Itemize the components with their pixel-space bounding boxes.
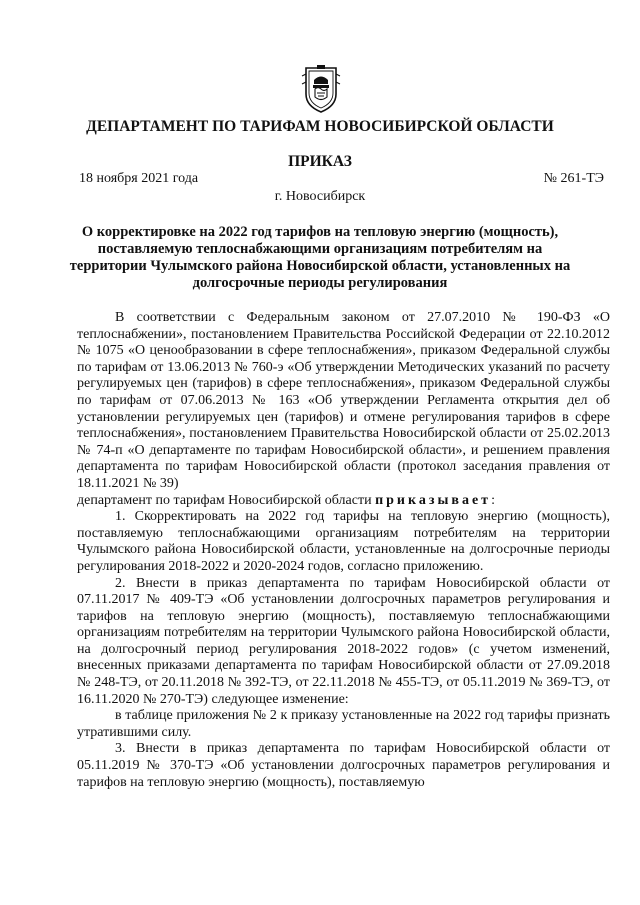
- order-body: [77, 310, 610, 791]
- city-line: г. Новосибирск: [274, 189, 366, 204]
- department-heading: ДЕПАРТАМЕНТ ПО ТАРИФАМ НОВОСИБИРСКОЙ ОБЛАСТИ: [86, 118, 554, 135]
- document-type: ПРИКАЗ: [288, 153, 352, 170]
- orders-lead: департамент по тарифам Новосибирской области: [77, 492, 376, 508]
- item-2-sub-paragraph: в таблице приложения № 2 к приказу установленные на 2022 год тарифы признать утратившими силу.: [77, 708, 610, 740]
- coat-of-arms-emblem: [300, 64, 342, 114]
- order-subject: О корректировке на 2022 год тарифов на тепловую энергию (мощность), поставляемую теплоснабжающими организациям потребителям на территории Чулымского района Новосибирской области, установленных на долгосрочные периоды регулирования: [69, 224, 571, 291]
- order-date: 18 ноября 2021 года: [79, 171, 199, 186]
- orders-colon: :: [491, 492, 495, 508]
- item-2-paragraph: 2. Внести в приказ департамента по тарифам Новосибирской области от 07.11.2017 № 409-ТЭ «Об установлении долгосрочных параметров регулирования и тарифов на тепловую энергию (мощность), поставляемую теплоснабжающими организациям потребителям на территории Чулымского района Новосибирской области, на долгосрочный период регулирования 2018-2022 годов» (с учетом изменений, внесенных приказами департамента по тарифам Новосибирской области от 27.09.2018 № 248-ТЭ, от 20.11.2018 № 392-ТЭ, от 22.11.2018 № 455-ТЭ, от 05.11.2019 № 369-ТЭ, от 16.11.2020 № 270-ТЭ) следующее изменение:: [77, 575, 610, 707]
- order-number: № 261-ТЭ: [543, 171, 604, 186]
- item-3-paragraph: 3. Внести в приказ департамента по тарифам Новосибирской области от 05.11.2019 № 370-ТЭ «Об установлении долгосрочных параметров регулирования и тарифов на тепловую энергию (мощность), поставляемую: [77, 741, 610, 790]
- item-1-paragraph: 1. Скорректировать на 2022 год тарифы на тепловую энергию (мощность), поставляемую теплоснабжающими организациям потребителям на территории Чулымского района Новосибирской области, установленные на долгосрочные периоды регулирования 2018-2022 и 2020-2024 годов, согласно приложению.: [77, 509, 610, 574]
- preamble-paragraph: В соответствии с Федеральным законом от 27.07.2010 № 190-ФЗ «О теплоснабжении», постановлением Правительства Российской Федерации от 22.10.2012 № 1075 «О ценообразовании в сфере теплоснабжения», приказом Федеральной службы по тарифам от 13.06.2013 № 760-э «Об утверждении Методических указаний по расчету регулируемых цен (тарифов) в сфере теплоснабжения», приказом Федеральной службы по тарифам от 07.06.2013 № 163 «Об утверждении Регламента открытия дел об установлении регулируемых цен (тарифов) и отмене регулирования тарифов в сфере теплоснабжения», постановлением Правительства Новосибирской области от 25.02.2013 № 74-п «О департаменте по тарифам Новосибирской области», и решением правления департамента по тарифам Новосибирской области (протокол заседания правления от 18.11.2021 № 39): [77, 310, 610, 491]
- orders-line: [77, 493, 610, 510]
- orders-word: приказывает: [375, 492, 492, 508]
- emblem-icon: [300, 64, 342, 114]
